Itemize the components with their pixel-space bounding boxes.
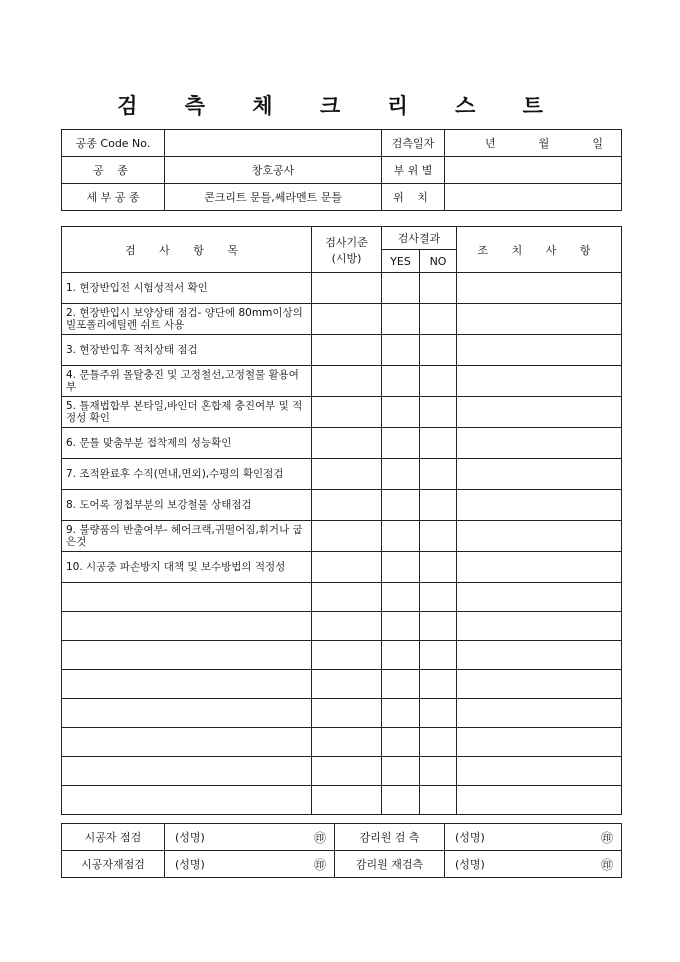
checklist-item: 1. 현장반입전 시험성적서 확인 bbox=[62, 273, 312, 304]
action-cell[interactable] bbox=[457, 428, 622, 459]
seal-mark: ㊞ bbox=[600, 857, 613, 872]
result-header: 검사결과 bbox=[382, 227, 457, 250]
yes-cell[interactable] bbox=[382, 428, 420, 459]
no-cell[interactable] bbox=[420, 490, 457, 521]
yes-cell[interactable] bbox=[382, 612, 420, 641]
checklist-item: 4. 문틀주위 몰탈충진 및 고정철선,고정철물 활용여부 bbox=[62, 366, 312, 397]
standard-cell[interactable] bbox=[312, 786, 382, 815]
work-code-label: 공종 Code No. bbox=[62, 130, 165, 157]
work-type-label: 공 종 bbox=[62, 157, 165, 184]
action-cell[interactable] bbox=[457, 757, 622, 786]
signature-row bbox=[62, 824, 622, 851]
action-cell[interactable] bbox=[457, 612, 622, 641]
seal-mark: ㊞ bbox=[313, 857, 326, 872]
standard-cell[interactable] bbox=[312, 757, 382, 786]
yes-cell[interactable] bbox=[382, 397, 420, 428]
standard-header bbox=[312, 227, 382, 273]
empty-row bbox=[62, 757, 622, 786]
item-cell[interactable] bbox=[62, 699, 312, 728]
action-cell[interactable] bbox=[457, 335, 622, 366]
no-cell[interactable] bbox=[420, 612, 457, 641]
action-cell[interactable] bbox=[457, 304, 622, 335]
contractor-reinspect-signature[interactable] bbox=[165, 851, 335, 878]
supervisor-inspect-signature[interactable] bbox=[445, 824, 622, 851]
checklist-row bbox=[62, 490, 622, 521]
checklist-item: 7. 조적완료후 수직(면내,면외),수평의 확인점검 bbox=[62, 459, 312, 490]
part-value[interactable] bbox=[445, 157, 622, 184]
yes-cell[interactable] bbox=[382, 786, 420, 815]
item-cell[interactable] bbox=[62, 728, 312, 757]
action-cell[interactable] bbox=[457, 521, 622, 552]
yes-cell[interactable] bbox=[382, 552, 420, 583]
standard-cell[interactable] bbox=[312, 304, 382, 335]
item-cell[interactable] bbox=[62, 641, 312, 670]
contractor-inspect-label: 시공자 점검 bbox=[62, 824, 165, 851]
checklist-row bbox=[62, 366, 622, 397]
no-cell[interactable] bbox=[420, 521, 457, 552]
no-cell[interactable] bbox=[420, 670, 457, 699]
page-title: 검 측 체 크 리 스 트 bbox=[117, 93, 563, 118]
item-cell[interactable] bbox=[62, 757, 312, 786]
yes-cell[interactable] bbox=[382, 699, 420, 728]
item-cell[interactable] bbox=[62, 612, 312, 641]
item-cell[interactable] bbox=[62, 786, 312, 815]
detail-work-value[interactable]: 콘크리트 문틀,쎄라멘트 문틀 bbox=[165, 184, 382, 211]
action-cell[interactable] bbox=[457, 786, 622, 815]
no-cell[interactable] bbox=[420, 428, 457, 459]
action-cell[interactable] bbox=[457, 699, 622, 728]
contractor-inspect-signature[interactable] bbox=[165, 824, 335, 851]
yes-cell[interactable] bbox=[382, 521, 420, 552]
action-cell[interactable] bbox=[457, 670, 622, 699]
supervisor-reinspect-label: 감리원 재검측 bbox=[335, 851, 445, 878]
standard-header-line1: 검사기준 bbox=[325, 235, 368, 249]
no-cell[interactable] bbox=[420, 728, 457, 757]
standard-cell[interactable] bbox=[312, 366, 382, 397]
inspection-date-label: 검측일자 bbox=[382, 130, 445, 157]
yes-cell[interactable] bbox=[382, 728, 420, 757]
detail-work-label: 세 부 공 종 bbox=[62, 184, 165, 211]
action-cell[interactable] bbox=[457, 273, 622, 304]
no-header: NO bbox=[420, 250, 457, 273]
yes-cell[interactable] bbox=[382, 366, 420, 397]
part-label: 부 위 별 bbox=[382, 157, 445, 184]
standard-cell[interactable] bbox=[312, 583, 382, 612]
standard-cell[interactable] bbox=[312, 273, 382, 304]
date-year: 년 bbox=[485, 137, 496, 150]
work-code-value[interactable] bbox=[165, 130, 382, 157]
action-cell[interactable] bbox=[457, 552, 622, 583]
no-cell[interactable] bbox=[420, 397, 457, 428]
header-row bbox=[62, 130, 622, 157]
location-value[interactable] bbox=[445, 184, 622, 211]
checklist-row bbox=[62, 428, 622, 459]
no-cell[interactable] bbox=[420, 583, 457, 612]
action-cell[interactable] bbox=[457, 728, 622, 757]
yes-cell[interactable] bbox=[382, 335, 420, 366]
action-cell[interactable] bbox=[457, 641, 622, 670]
supervisor-reinspect-signature[interactable] bbox=[445, 851, 622, 878]
checklist-item: 8. 도어록 정첩부분의 보강철물 상태점검 bbox=[62, 490, 312, 521]
signature-row bbox=[62, 851, 622, 878]
no-cell[interactable] bbox=[420, 699, 457, 728]
action-cell[interactable] bbox=[457, 459, 622, 490]
checklist-row bbox=[62, 304, 622, 335]
yes-cell[interactable] bbox=[382, 304, 420, 335]
checklist-row bbox=[62, 397, 622, 428]
empty-row bbox=[62, 583, 622, 612]
checklist-row bbox=[62, 459, 622, 490]
seal-mark: ㊞ bbox=[313, 830, 326, 845]
no-cell[interactable] bbox=[420, 552, 457, 583]
signature-label: (성명) bbox=[175, 857, 205, 871]
standard-cell[interactable] bbox=[312, 641, 382, 670]
standard-cell[interactable] bbox=[312, 397, 382, 428]
no-cell[interactable] bbox=[420, 786, 457, 815]
item-cell[interactable] bbox=[62, 670, 312, 699]
standard-header-line2: (시방) bbox=[331, 251, 362, 265]
signature-label: (성명) bbox=[455, 857, 485, 871]
checklist-item: 3. 현장반입후 적치상태 점검 bbox=[62, 335, 312, 366]
signature-table bbox=[61, 823, 622, 878]
checklist-row bbox=[62, 552, 622, 583]
action-header: 조 치 사 항 bbox=[457, 227, 622, 273]
signature-label: (성명) bbox=[455, 830, 485, 844]
action-cell[interactable] bbox=[457, 490, 622, 521]
header-info-table bbox=[61, 129, 622, 211]
standard-cell[interactable] bbox=[312, 728, 382, 757]
inspection-date-value[interactable] bbox=[445, 130, 622, 157]
checklist-item: 2. 현장반입시 보양상태 점검- 양단에 80mm이상의 빌포폴리에틸렌 쉬트 사용 bbox=[62, 304, 312, 335]
no-cell[interactable] bbox=[420, 757, 457, 786]
yes-cell[interactable] bbox=[382, 641, 420, 670]
location-label: 위 치 bbox=[382, 184, 445, 211]
checklist-row bbox=[62, 335, 622, 366]
yes-cell[interactable] bbox=[382, 583, 420, 612]
date-day: 일 bbox=[592, 137, 603, 150]
action-cell[interactable] bbox=[457, 366, 622, 397]
checklist-row bbox=[62, 273, 622, 304]
standard-cell[interactable] bbox=[312, 699, 382, 728]
checklist-header-row bbox=[62, 227, 622, 250]
checklist-item: 9. 불량품의 반출여부- 헤어크랙,귀떨어짐,휘거나 굽은것 bbox=[62, 521, 312, 552]
standard-cell[interactable] bbox=[312, 552, 382, 583]
item-cell[interactable] bbox=[62, 583, 312, 612]
empty-row bbox=[62, 670, 622, 699]
seal-mark: ㊞ bbox=[600, 830, 613, 845]
standard-cell[interactable] bbox=[312, 335, 382, 366]
header-row bbox=[62, 157, 622, 184]
empty-row bbox=[62, 728, 622, 757]
contractor-reinspect-label: 시공자재점검 bbox=[62, 851, 165, 878]
standard-cell[interactable] bbox=[312, 670, 382, 699]
checklist-item: 5. 틀재법합부 본타일,바인더 혼합제 충진여부 및 적정성 확인 bbox=[62, 397, 312, 428]
checklist-item: 6. 문틀 맞춤부분 접착제의 성능확인 bbox=[62, 428, 312, 459]
action-cell[interactable] bbox=[457, 583, 622, 612]
empty-row bbox=[62, 786, 622, 815]
signature-label: (성명) bbox=[175, 830, 205, 844]
standard-cell[interactable] bbox=[312, 428, 382, 459]
supervisor-inspect-label: 감리원 검 측 bbox=[335, 824, 445, 851]
no-cell[interactable] bbox=[420, 459, 457, 490]
date-month: 월 bbox=[538, 137, 550, 150]
checklist-row bbox=[62, 521, 622, 552]
empty-row bbox=[62, 612, 622, 641]
no-cell[interactable] bbox=[420, 335, 457, 366]
yes-cell[interactable] bbox=[382, 670, 420, 699]
no-cell[interactable] bbox=[420, 304, 457, 335]
empty-row bbox=[62, 699, 622, 728]
no-cell[interactable] bbox=[420, 641, 457, 670]
checklist-table bbox=[61, 226, 622, 815]
item-header: 검 사 항 목 bbox=[62, 227, 312, 273]
yes-cell[interactable] bbox=[382, 459, 420, 490]
yes-cell[interactable] bbox=[382, 757, 420, 786]
no-cell[interactable] bbox=[420, 273, 457, 304]
yes-header: YES bbox=[382, 250, 420, 273]
checklist-item: 10. 시공중 파손방지 대책 및 보수방법의 적정성 bbox=[62, 552, 312, 583]
empty-row bbox=[62, 641, 622, 670]
action-cell[interactable] bbox=[457, 397, 622, 428]
header-row bbox=[62, 184, 622, 211]
standard-cell[interactable] bbox=[312, 521, 382, 552]
yes-cell[interactable] bbox=[382, 490, 420, 521]
work-type-value[interactable]: 창호공사 bbox=[165, 157, 382, 184]
no-cell[interactable] bbox=[420, 366, 457, 397]
standard-cell[interactable] bbox=[312, 612, 382, 641]
standard-cell[interactable] bbox=[312, 459, 382, 490]
yes-cell[interactable] bbox=[382, 273, 420, 304]
standard-cell[interactable] bbox=[312, 490, 382, 521]
